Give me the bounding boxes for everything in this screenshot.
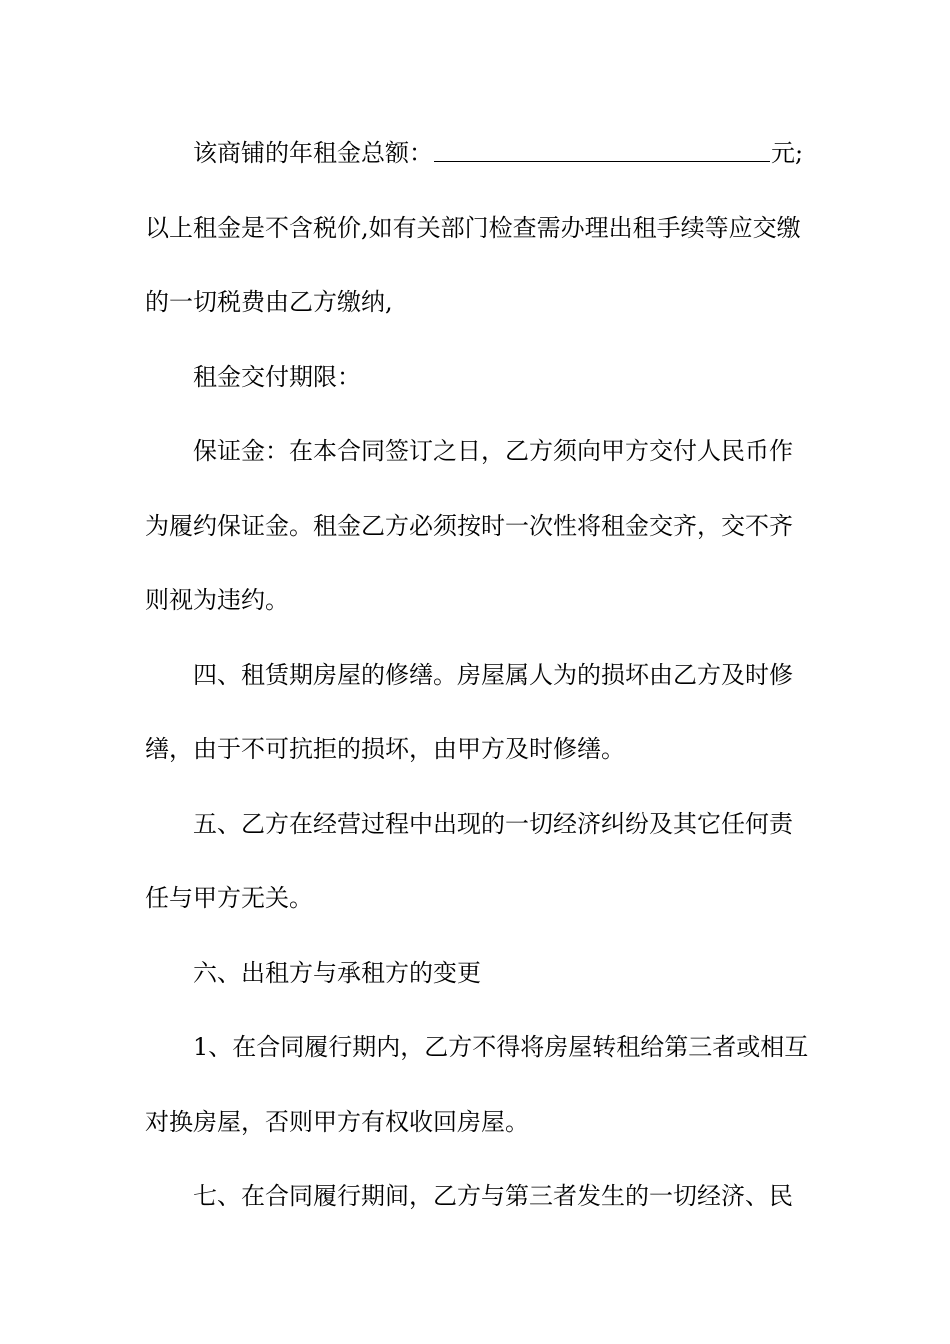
paragraph-line: 保证金：在本合同签订之日，乙方须向甲方交付人民币作	[193, 437, 793, 465]
paragraph-line: 的一切税费由乙方缴纳,	[145, 288, 393, 316]
section-heading: 六、出租方与承租方的变更	[193, 959, 481, 987]
paragraph-line: 则视为违约。	[145, 586, 289, 614]
paragraph-line: 租金交付期限：	[193, 363, 361, 391]
annual-rent-line	[193, 133, 810, 173]
annual-rent-blank	[434, 133, 770, 162]
paragraph-line: 七、在合同履行期间，乙方与第三者发生的一切经济、民	[193, 1182, 793, 1210]
paragraph-line: 为履约保证金。租金乙方必须按时一次性将租金交齐，交不齐	[145, 512, 793, 540]
paragraph-line: 缮，由于不可抗拒的损坏，由甲方及时修缮。	[145, 735, 625, 763]
paragraph-line: 1、在合同履行期内，乙方不得将房屋转租给第三者或相互	[193, 1033, 809, 1061]
paragraph-line: 对换房屋，否则甲方有权收回房屋。	[145, 1108, 529, 1136]
paragraph-line: 五、乙方在经营过程中出现的一切经济纠纷及其它任何责	[193, 810, 793, 838]
paragraph-line: 任与甲方无关。	[145, 884, 313, 912]
annual-rent-unit: 元;	[771, 139, 804, 167]
annual-rent-label: 该商铺的年租金总额：	[193, 139, 433, 167]
paragraph-line: 四、租赁期房屋的修缮。房屋属人为的损坏由乙方及时修	[193, 661, 793, 689]
paragraph-line: 以上租金是不含税价,如有关部门检查需办理出租手续等应交缴	[145, 214, 801, 242]
